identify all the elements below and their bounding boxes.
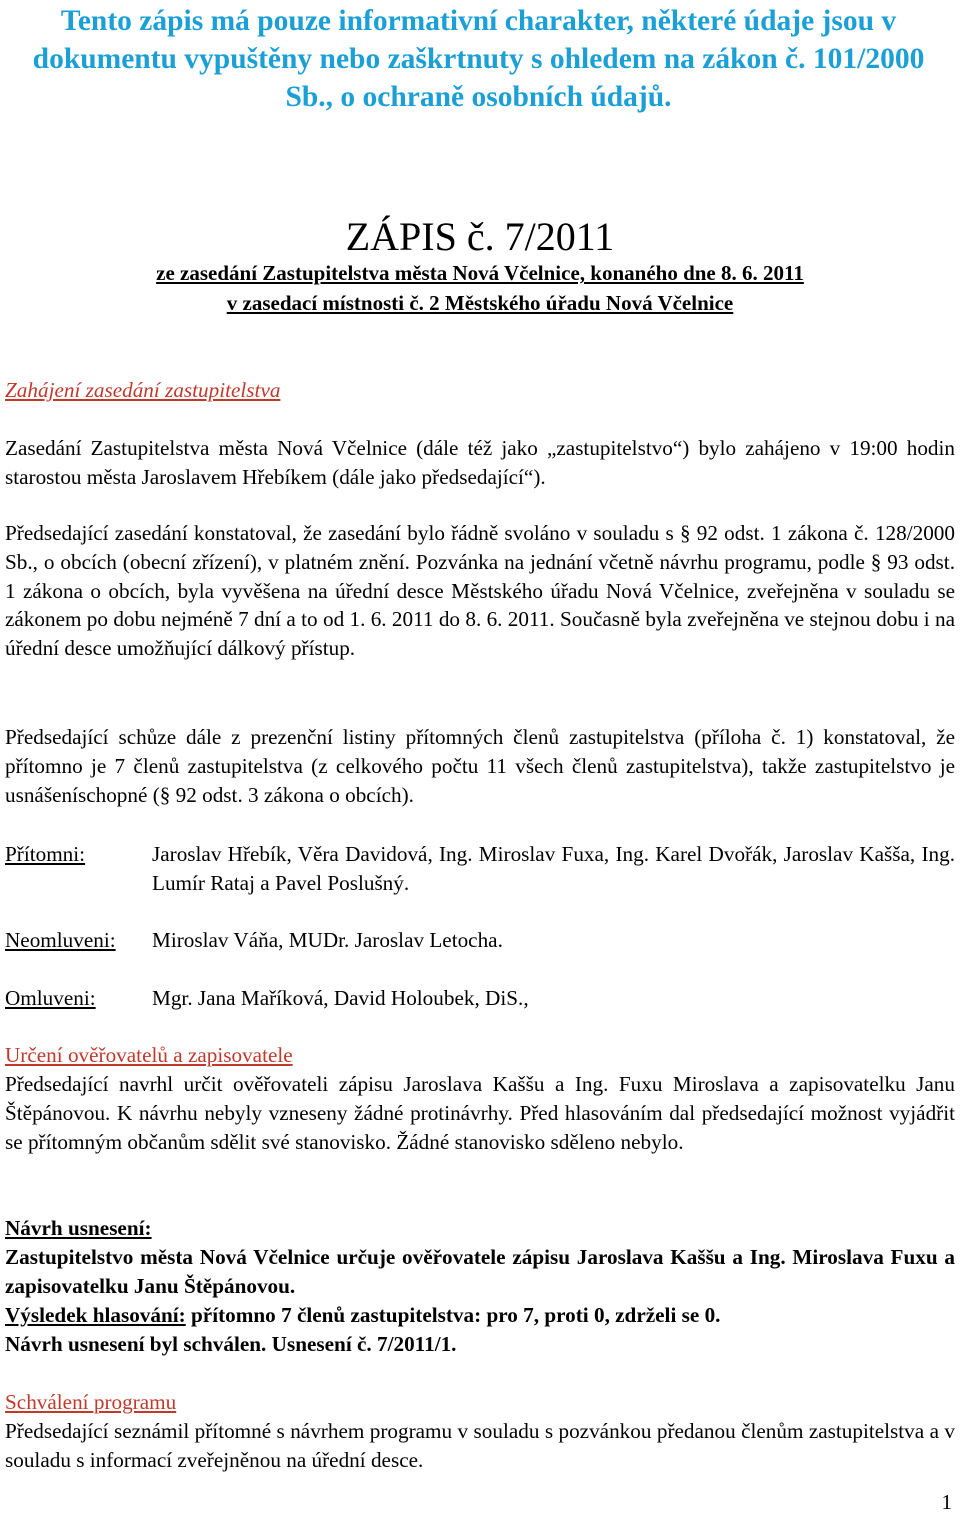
document-title: ZÁPIS č. 7/2011: [345, 214, 615, 259]
unexcused-names: Miroslav Váňa, MUDr. Jaroslav Letocha.: [152, 928, 503, 952]
meeting-subtitle-line-1: ze zasedání Zastupitelstva města Nová Včelnice, konaného dne 8. 6. 2011: [156, 261, 804, 285]
section-heading-verifiers: Určení ověřovatelů a zapisovatele: [5, 1043, 293, 1067]
section-heading-program: Schválení programu: [5, 1390, 177, 1414]
section-heading-opening: Zahájení zasedání zastupitelstva: [5, 378, 281, 402]
proposal-text: Zastupitelstvo města Nová Včelnice určuje ověřovatele zápisu Jaroslava Kaššu a Ing. Miroslava Fuxu a zapisovatelku Janu Štěpánovou.: [5, 1245, 955, 1298]
excused-label: Omluveni:: [5, 986, 96, 1010]
vote-result: [5, 1301, 955, 1330]
privacy-notice: Tento zápis má pouze informativní charakter, některé údaje jsou v dokumentu vypuštěny nebo zaškrtnuty s ohledem na zákon č. 101/2000 Sb., o ochraně osobních údajů.: [32, 5, 925, 113]
opening-paragraph-1: Zasedání Zastupitelstva města Nová Včelnice (dále též jako „zastupitelstvo“) bylo zahájeno v 19:00 hodin starostou města Jaroslavem Hřebíkem (dále jako předsedající“).: [5, 436, 955, 489]
program-paragraph: Předsedající seznámil přítomné s návrhem programu v souladu s pozvánkou předanou členům zastupitelstva a v souladu s informací zveřejněnou na úřední desce.: [5, 1419, 955, 1472]
resolution-result: Návrh usnesení byl schválen. Usnesení č. 7/2011/1.: [5, 1332, 457, 1356]
unexcused-label: Neomluveni:: [5, 928, 116, 952]
proposal-label: Návrh usnesení:: [5, 1216, 152, 1240]
excused-names: Mgr. Jana Maříková, David Holoubek, DiS.,: [152, 986, 529, 1010]
present-names: Jaroslav Hřebík, Věra Davidová, Ing. Miroslav Fuxa, Ing. Karel Dvořák, Jaroslav Kašša, Ing. Lumír Rataj a Pavel Poslušný.: [152, 842, 955, 895]
verifiers-paragraph: Předsedající navrhl určit ověřovateli zápisu Jaroslava Kaššu a Ing. Fuxu Miroslava a zapisovatelku Janu Štěpánovou. K návrhu nebyly vzneseny žádné protinávrhy. Před hlasováním dal předsedající možnost vyjádřit se přítomným občanům sdělit své stanovisko. Žádné stanovisko sděleno nebylo.: [5, 1072, 955, 1154]
page-number: 1: [941, 1490, 952, 1514]
opening-paragraph-3: Předsedající schůze dále z prezenční listiny přítomných členů zastupitelstva (příloha č. 1) konstatoval, že přítomno je 7 členů zastupitelstva (z celkového počtu 11 všech členů zastupitelstva), takže zastupitelstvo je usnášeníschopné (§ 92 odst. 3 zákona o obcích).: [5, 725, 955, 807]
meeting-subtitle-line-2: v zasedací místnosti č. 2 Městského úřadu Nová Včelnice: [226, 291, 734, 315]
vote-result-text: přítomno 7 členů zastupitelstva: pro 7, proti 0, zdrželi se 0.: [185, 1303, 721, 1327]
opening-paragraph-2: Předsedající zasedání konstatoval, že zasedání bylo řádně svoláno v souladu s § 92 odst. 1 zákona č. 128/2000 Sb., o obcích (obecní zřízení), v platném znění. Pozvánka na jednání včetně návrhu programu, podle § 93 odst. 1 zákona o obcích, byla vyvěšena na úřední desce Městského úřadu Nová Včelnice, zveřejněna v souladu se zákonem po dobu nejméně 7 dní a to od 1. 6. 2011 do 8. 6. 2011. Současně byla zveřejněna ve stejnou dobu i na úřední desce umožňující dálkový přístup.: [5, 521, 955, 661]
present-label: Přítomni:: [5, 842, 86, 866]
vote-result-label: Výsledek hlasování:: [5, 1303, 186, 1327]
